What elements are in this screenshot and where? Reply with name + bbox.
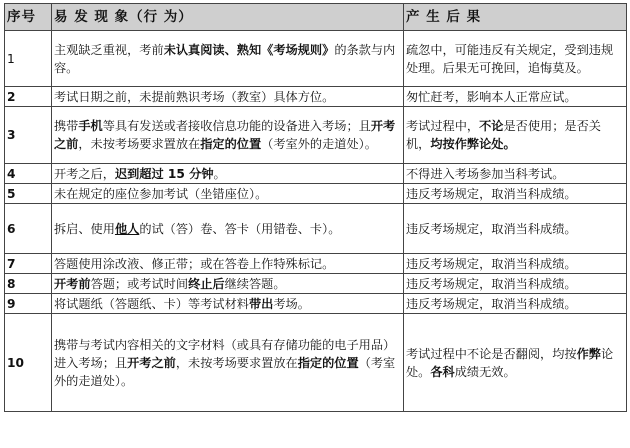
row-behavior: 携带与考试内容相关的文字材料（或具有存储功能的电子用品）进入考场；且开考之前，未按考场要求置放在指定的位置（考室外的走道处）。 bbox=[52, 314, 404, 412]
row-behavior: 未在规定的座位参加考试（坐错座位）。 bbox=[52, 184, 404, 204]
row-seq: 4 bbox=[5, 164, 52, 184]
table-row bbox=[5, 184, 627, 204]
row-seq: 1 bbox=[5, 31, 52, 87]
row-consequence: 违反考场规定，取消当科成绩。 bbox=[404, 294, 627, 314]
row-seq: 6 bbox=[5, 204, 52, 254]
row-consequence: 不得进入考场参加当科考试。 bbox=[404, 164, 627, 184]
row-consequence: 匆忙赶考，影响本人正常应试。 bbox=[404, 87, 627, 107]
row-seq: 2 bbox=[5, 87, 52, 107]
row-consequence: 违反考场规定，取消当科成绩。 bbox=[404, 274, 627, 294]
row-consequence: 考试过程中，不论是否使用；是否关机，均按作弊论处。 bbox=[404, 107, 627, 164]
table-row bbox=[5, 314, 627, 412]
row-behavior: 开考之后，迟到超过 15 分钟。 bbox=[52, 164, 404, 184]
row-consequence: 考试过程中不论是否翻阅，均按作弊论处。各科成绩无效。 bbox=[404, 314, 627, 412]
row-consequence: 疏忽中，可能违反有关规定，受到违规处理。后果无可挽回，追悔莫及。 bbox=[404, 31, 627, 87]
table-row bbox=[5, 274, 627, 294]
table-row bbox=[5, 164, 627, 184]
row-behavior: 携带手机等具有发送或者接收信息功能的设备进入考场；且开考之前，未按考场要求置放在指定的位置（考室外的走道处）。 bbox=[52, 107, 404, 164]
row-seq: 10 bbox=[5, 314, 52, 412]
table-row bbox=[5, 294, 627, 314]
header-consequence: 产 生 后 果 bbox=[404, 4, 627, 31]
row-seq: 7 bbox=[5, 254, 52, 274]
row-behavior: 主观缺乏重视，考前未认真阅读、熟知《考场规则》的条款与内容。 bbox=[52, 31, 404, 87]
row-behavior: 开考前答题；或考试时间终止后继续答题。 bbox=[52, 274, 404, 294]
row-consequence: 违反考场规定，取消当科成绩。 bbox=[404, 204, 627, 254]
header-behavior: 易 发 现 象（行 为） bbox=[52, 4, 404, 31]
row-consequence: 违反考场规定，取消当科成绩。 bbox=[404, 184, 627, 204]
table-row bbox=[5, 107, 627, 164]
table-row bbox=[5, 254, 627, 274]
row-consequence: 违反考场规定，取消当科成绩。 bbox=[404, 254, 627, 274]
exam-rules-table bbox=[4, 3, 627, 412]
table-row bbox=[5, 31, 627, 87]
row-seq: 9 bbox=[5, 294, 52, 314]
table-row bbox=[5, 87, 627, 107]
row-behavior: 答题使用涂改液、修正带；或在答卷上作特殊标记。 bbox=[52, 254, 404, 274]
header-seq: 序号 bbox=[5, 4, 52, 31]
row-seq: 3 bbox=[5, 107, 52, 164]
row-behavior: 拆启、使用他人的试（答）卷、答卡（用错卷、卡）。 bbox=[52, 204, 404, 254]
row-seq: 8 bbox=[5, 274, 52, 294]
row-behavior: 考试日期之前，未提前熟识考场（教室）具体方位。 bbox=[52, 87, 404, 107]
row-behavior: 将试题纸（答题纸、卡）等考试材料带出考场。 bbox=[52, 294, 404, 314]
row-seq: 5 bbox=[5, 184, 52, 204]
table-row bbox=[5, 204, 627, 254]
header-row bbox=[5, 4, 627, 31]
